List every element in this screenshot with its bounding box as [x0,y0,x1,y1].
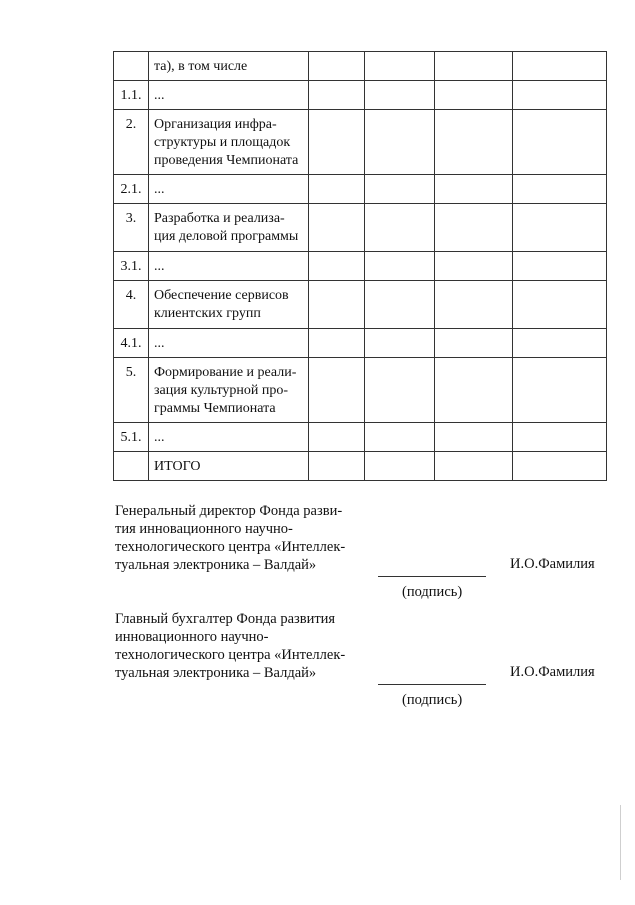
row-name-cell: Обеспечение сервисов клиентских групп [149,281,309,329]
scan-edge-mark [620,805,621,880]
value-cell [365,423,435,452]
value-cell [435,204,513,252]
row-number-cell: 1.1. [114,81,149,110]
table-row [114,52,607,81]
row-name-cell: ... [149,423,309,452]
row-number-cell: 4.1. [114,329,149,358]
value-cell [365,281,435,329]
value-cell [513,423,607,452]
value-cell [309,329,365,358]
total-label: ИТОГО [149,452,309,481]
value-cell [365,175,435,204]
director-signature-caption: (подпись) [402,584,463,600]
value-cell [435,423,513,452]
budget-table [113,51,607,481]
value-cell [435,175,513,204]
value-cell [513,81,607,110]
row-number-cell [114,52,149,81]
accountant-signature-caption: (подпись) [402,692,463,708]
table-row [114,281,607,329]
value-cell [309,81,365,110]
value-cell [435,81,513,110]
table-row [114,204,607,252]
value-cell [435,452,513,481]
accountant-signature-line [378,684,486,685]
value-cell [309,175,365,204]
value-cell [365,452,435,481]
row-name-cell: Организация инфра- структуры и площадок проведения Чемпионата [149,110,309,175]
table-row [114,423,607,452]
value-cell [513,452,607,481]
row-name-cell: Разработка и реализа- ция деловой программы [149,204,309,252]
table-row [114,252,607,281]
table-row [114,329,607,358]
row-number-cell: 5.1. [114,423,149,452]
value-cell [513,175,607,204]
value-cell [513,281,607,329]
value-cell [513,329,607,358]
value-cell [513,358,607,423]
value-cell [435,281,513,329]
row-number-cell: 4. [114,281,149,329]
value-cell [309,358,365,423]
director-position: Генеральный директор Фонда разви- тия инновационного научно- технологического центра «Интеллек- туальная электроника – Валдай» [115,503,346,573]
value-cell [309,110,365,175]
value-cell [309,252,365,281]
value-cell [365,329,435,358]
row-number-cell: 2. [114,110,149,175]
row-name-cell: Формирование и реали- зация культурной про- граммы Чемпионата [149,358,309,423]
value-cell [309,452,365,481]
director-signature-line [378,576,486,577]
budget-table-body [114,52,607,481]
value-cell [309,423,365,452]
value-cell [309,204,365,252]
value-cell [309,281,365,329]
row-name-cell: ... [149,175,309,204]
row-number-cell [114,452,149,481]
value-cell [365,358,435,423]
value-cell [435,252,513,281]
value-cell [513,204,607,252]
row-name-cell: ... [149,329,309,358]
table-row [114,81,607,110]
row-number-cell: 3.1. [114,252,149,281]
value-cell [365,252,435,281]
row-name-cell: ... [149,81,309,110]
accountant-name: И.О.Фамилия [510,664,595,680]
value-cell [365,204,435,252]
table-row-total [114,452,607,481]
value-cell [513,252,607,281]
director-name: И.О.Фамилия [510,556,595,572]
value-cell [513,52,607,81]
table-row [114,110,607,175]
row-number-cell: 5. [114,358,149,423]
table-row [114,358,607,423]
accountant-position: Главный бухгалтер Фонда развития инновационного научно- технологического центра «Интеллек- туальная электроника – Валдай» [115,611,346,681]
row-name-cell: та), в том числе [149,52,309,81]
value-cell [435,110,513,175]
value-cell [435,52,513,81]
row-name-cell: ... [149,252,309,281]
value-cell [365,110,435,175]
row-number-cell: 3. [114,204,149,252]
value-cell [365,81,435,110]
row-number-cell: 2.1. [114,175,149,204]
value-cell [435,329,513,358]
value-cell [309,52,365,81]
table-row [114,175,607,204]
value-cell [365,52,435,81]
value-cell [513,110,607,175]
value-cell [435,358,513,423]
